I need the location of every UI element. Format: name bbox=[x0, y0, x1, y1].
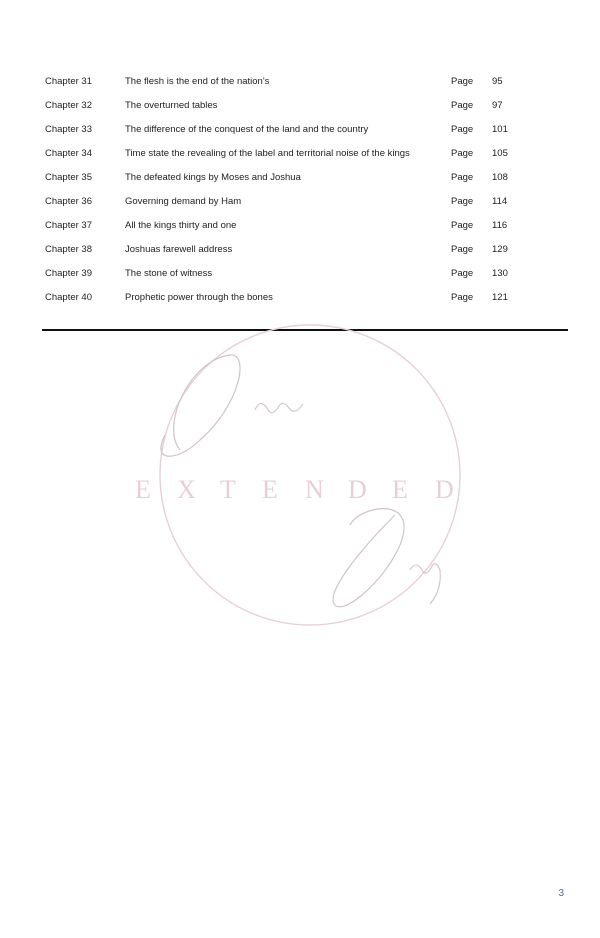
toc-page-label: Page bbox=[451, 124, 474, 135]
toc-row bbox=[0, 192, 600, 212]
svg-text:D: D bbox=[435, 475, 454, 504]
svg-text:T: T bbox=[220, 475, 236, 504]
toc-title: Time state the revealing of the label and territorial noise of the kings bbox=[125, 148, 410, 159]
toc-page-label: Page bbox=[451, 292, 474, 303]
toc-title: The flesh is the end of the nation's bbox=[125, 76, 270, 87]
toc-page-number: 105 bbox=[492, 148, 508, 159]
toc-page-label: Page bbox=[451, 100, 474, 111]
watermark-logo bbox=[120, 315, 500, 635]
svg-text:E: E bbox=[135, 475, 151, 504]
toc-page-label: Page bbox=[451, 148, 474, 159]
page-number: 3 bbox=[558, 888, 564, 899]
toc-row bbox=[0, 240, 600, 260]
toc-row bbox=[0, 96, 600, 116]
toc-page-label: Page bbox=[451, 220, 474, 231]
toc-page-number: 101 bbox=[492, 124, 508, 135]
watermark-wordmark bbox=[135, 475, 454, 504]
toc-title: The overturned tables bbox=[125, 100, 218, 111]
toc-page-number: 116 bbox=[492, 220, 508, 231]
toc-chapter: Chapter 36 bbox=[45, 196, 93, 207]
toc-title: All the kings thirty and one bbox=[125, 220, 237, 231]
toc-page-label: Page bbox=[451, 244, 474, 255]
toc-page-number: 97 bbox=[492, 100, 503, 111]
toc-page-number: 95 bbox=[492, 76, 503, 87]
toc-page-number: 130 bbox=[492, 268, 508, 279]
svg-text:E: E bbox=[262, 475, 278, 504]
watermark-script-ay bbox=[410, 564, 440, 604]
watermark-script-ne bbox=[255, 403, 303, 412]
toc-row bbox=[0, 168, 600, 188]
toc-chapter: Chapter 37 bbox=[45, 220, 93, 231]
toc-chapter: Chapter 32 bbox=[45, 100, 93, 111]
toc-page-label: Page bbox=[451, 268, 474, 279]
toc-chapter: Chapter 31 bbox=[45, 76, 93, 87]
toc-row bbox=[0, 288, 600, 308]
toc-title: Prophetic power through the bones bbox=[125, 292, 273, 303]
toc-page-label: Page bbox=[451, 76, 474, 87]
toc-page-number: 114 bbox=[492, 196, 508, 207]
toc-title: The defeated kings by Moses and Joshua bbox=[125, 172, 301, 183]
toc-row bbox=[0, 264, 600, 284]
toc-chapter: Chapter 40 bbox=[45, 292, 93, 303]
toc-title: The difference of the conquest of the land and the country bbox=[125, 124, 369, 135]
svg-text:D: D bbox=[348, 475, 367, 504]
toc-title: Governing demand by Ham bbox=[125, 196, 242, 207]
svg-text:E: E bbox=[392, 475, 408, 504]
toc-page-number: 121 bbox=[492, 292, 508, 303]
toc-row bbox=[0, 72, 600, 92]
toc-chapter: Chapter 35 bbox=[45, 172, 93, 183]
toc-title: The stone of witness bbox=[125, 268, 213, 279]
svg-text:N: N bbox=[305, 475, 324, 504]
watermark-script-d bbox=[333, 509, 404, 607]
toc-page-label: Page bbox=[451, 196, 474, 207]
toc-page-number: 129 bbox=[492, 244, 508, 255]
toc-title: Joshuas farewell address bbox=[125, 244, 233, 255]
toc-page-number: 108 bbox=[492, 172, 508, 183]
toc-chapter: Chapter 34 bbox=[45, 148, 93, 159]
toc-row bbox=[0, 144, 600, 164]
toc-chapter: Chapter 38 bbox=[45, 244, 93, 255]
toc-row bbox=[0, 120, 600, 140]
svg-text:X: X bbox=[177, 475, 196, 504]
toc-chapter: Chapter 39 bbox=[45, 268, 93, 279]
toc-chapter: Chapter 33 bbox=[45, 124, 93, 135]
toc-page-label: Page bbox=[451, 172, 474, 183]
toc-row bbox=[0, 216, 600, 236]
watermark-script-o bbox=[161, 355, 240, 456]
